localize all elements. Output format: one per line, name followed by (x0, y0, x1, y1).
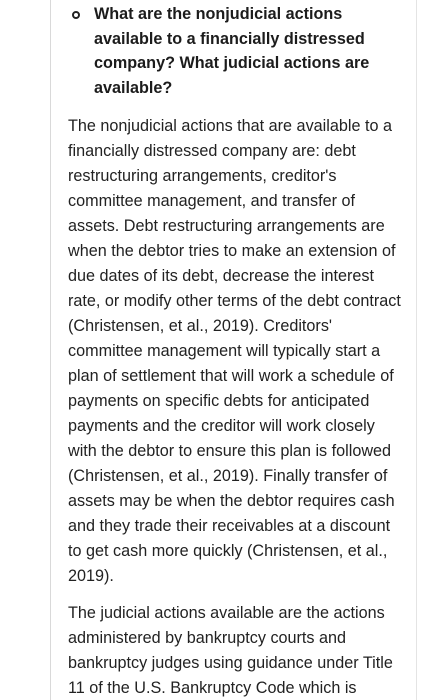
answer-paragraph-nonjudicial: The nonjudicial actions that are available to a financially distressed company are: debt restructuring arrangements, creditor's committee management, and transfer of assets. Debt restructuring arrangements are when the debtor tries to make an extension of due dates of its debt, decrease the interest rate, or modify other terms of the debt contract (Christensen, et al., 2019). Creditors' committee management will typically start a plan of settlement that will work a schedule of payments on specific debts for anticipated payments and the creditor will work closely with the debtor to ensure this plan is followed (Christensen, et al., 2019). Finally transfer of assets may be when the debtor requires cash and they trade their receivables at a discount to get cash more quickly (Christensen, et al., 2019). (68, 117, 401, 585)
right-border-line (416, 0, 417, 700)
left-border-line (50, 0, 51, 700)
question-item (72, 2, 382, 100)
answer-paragraph-judicial: The judicial actions available are the actions administered by bankruptcy courts and bankruptcy judges using guidance under Title 11 of the U.S. Bankruptcy Code which is (68, 604, 393, 697)
question-text: What are the nonjudicial actions available to a financially distressed company? What judicial actions are available? (94, 5, 370, 97)
hollow-bullet-icon (72, 11, 80, 19)
